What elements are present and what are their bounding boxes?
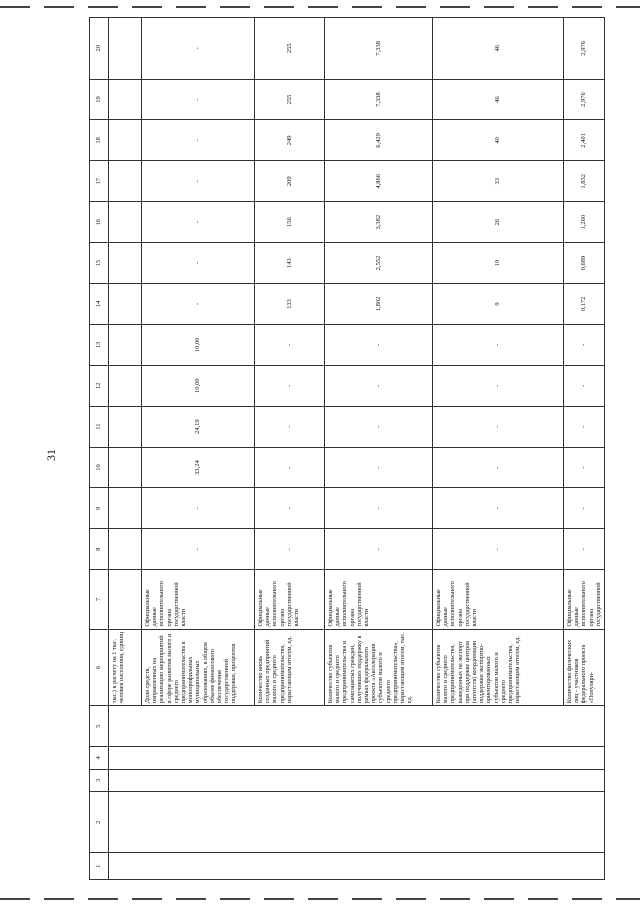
value-cell: - bbox=[564, 365, 605, 406]
value-cell: - bbox=[255, 529, 325, 570]
value-cell: - bbox=[325, 488, 433, 529]
col-header: 12 bbox=[90, 365, 109, 406]
data-source: Официальные данные исполнительного органа государственной власти bbox=[433, 570, 564, 629]
col-header: 11 bbox=[90, 406, 109, 447]
col-header: 2 bbox=[90, 792, 109, 853]
cell-empty bbox=[109, 406, 142, 447]
value-cell: 4,866 bbox=[325, 161, 433, 202]
value-cell: 156 bbox=[255, 202, 325, 243]
indicators-table bbox=[89, 17, 605, 880]
page-number: 31 bbox=[44, 449, 58, 461]
value-cell: 3,382 bbox=[325, 202, 433, 243]
col-header: 4 bbox=[90, 747, 109, 769]
continuation-row bbox=[109, 18, 142, 880]
value-cell: - bbox=[325, 447, 433, 488]
cell-empty bbox=[109, 161, 142, 202]
value-cell: - bbox=[433, 447, 564, 488]
value-cell: 9 bbox=[433, 284, 564, 325]
col-header: 17 bbox=[90, 161, 109, 202]
cell-empty bbox=[109, 529, 142, 570]
data-source: Официальные данные исполнительного органа государственной bbox=[564, 570, 605, 629]
value-cell: 26 bbox=[433, 202, 564, 243]
value-cell: 10,00 bbox=[142, 324, 255, 365]
col-header: 13 bbox=[90, 324, 109, 365]
col-header: 5 bbox=[90, 706, 109, 747]
value-cell: - bbox=[325, 406, 433, 447]
value-cell: 209 bbox=[255, 161, 325, 202]
value-cell: - bbox=[142, 529, 255, 570]
col-header: 7 bbox=[90, 570, 109, 629]
value-cell: - bbox=[433, 406, 564, 447]
indicator-name: Количество субъектов малого и среднего предпринимательства и самозанятых граждан, получивших поддержку в рамках федерального проекта «Акселерация субъектов малого и среднего предпринимательства», нарастающим итогом, тыс. ед. bbox=[325, 629, 433, 706]
scan-edge-top bbox=[0, 6, 640, 8]
value-cell: - bbox=[255, 447, 325, 488]
value-cell: 46 bbox=[433, 79, 564, 120]
col-header: 18 bbox=[90, 120, 109, 161]
value-cell: - bbox=[433, 365, 564, 406]
cell-empty bbox=[109, 792, 605, 853]
value-cell: - bbox=[255, 406, 325, 447]
cell-empty bbox=[109, 120, 142, 161]
value-cell: 249 bbox=[255, 120, 325, 161]
cell-empty bbox=[109, 284, 142, 325]
value-cell: 2,401 bbox=[564, 120, 605, 161]
indicator-name: Количество вновь созданных предприятий малого и среднего предпринимательства, нарастающим итогом, ед. bbox=[255, 629, 325, 706]
value-cell: 255 bbox=[255, 18, 325, 80]
col-header: 19 bbox=[90, 79, 109, 120]
value-cell: 7,338 bbox=[325, 18, 433, 80]
value-cell: - bbox=[325, 365, 433, 406]
cell-empty bbox=[109, 447, 142, 488]
column-number-row bbox=[90, 18, 109, 880]
cell-empty bbox=[109, 706, 605, 747]
cell-empty bbox=[109, 18, 142, 80]
cell-empty bbox=[109, 365, 142, 406]
value-cell: - bbox=[433, 324, 564, 365]
value-cell: - bbox=[255, 324, 325, 365]
col-header: 3 bbox=[90, 769, 109, 791]
scan-edge-bottom bbox=[0, 898, 640, 900]
value-cell: - bbox=[433, 488, 564, 529]
value-cell: - bbox=[142, 18, 255, 80]
value-cell: 46 bbox=[433, 18, 564, 80]
col-header: 15 bbox=[90, 243, 109, 284]
value-cell: - bbox=[433, 529, 564, 570]
value-cell: - bbox=[142, 284, 255, 325]
value-cell: - bbox=[142, 202, 255, 243]
value-cell: 255 bbox=[255, 79, 325, 120]
value-cell: 19 bbox=[433, 243, 564, 284]
value-cell: 1,802 bbox=[325, 284, 433, 325]
value-cell: - bbox=[564, 406, 605, 447]
value-cell: 133 bbox=[255, 284, 325, 325]
cell-empty bbox=[109, 853, 605, 880]
value-cell: - bbox=[325, 529, 433, 570]
value-cell: - bbox=[564, 529, 605, 570]
cell-empty bbox=[109, 324, 142, 365]
value-cell: 2,976 bbox=[564, 18, 605, 80]
data-source: Официальные данные исполнительного органа государственной власти bbox=[142, 570, 255, 629]
col-header: 6 bbox=[90, 629, 109, 706]
value-cell: - bbox=[564, 488, 605, 529]
value-cell: 33,24 bbox=[142, 447, 255, 488]
value-cell: - bbox=[142, 120, 255, 161]
cell-empty bbox=[109, 243, 142, 284]
value-cell: 0,172 bbox=[564, 284, 605, 325]
value-cell: 143 bbox=[255, 243, 325, 284]
value-cell: - bbox=[142, 161, 255, 202]
data-source: Официальные данные исполнительного органа государственной власти bbox=[325, 570, 433, 629]
cell-empty bbox=[109, 202, 142, 243]
value-cell: - bbox=[142, 79, 255, 120]
col-header: 10 bbox=[90, 447, 109, 488]
value-cell: - bbox=[142, 243, 255, 284]
value-cell: - bbox=[325, 324, 433, 365]
value-cell: - bbox=[564, 447, 605, 488]
data-source: Официальные данные исполнительного органа государственной власти bbox=[255, 570, 325, 629]
value-cell: 2,976 bbox=[564, 79, 605, 120]
value-cell: 6,429 bbox=[325, 120, 433, 161]
value-cell: 10,00 bbox=[142, 365, 255, 406]
value-cell: 24,19 bbox=[142, 406, 255, 447]
indicator-name: Количество физических лиц - участников федерального проекта «Популяри- bbox=[564, 629, 605, 706]
col-header: 8 bbox=[90, 529, 109, 570]
value-cell: 2,552 bbox=[325, 243, 433, 284]
col-header: 9 bbox=[90, 488, 109, 529]
value-cell: - bbox=[142, 488, 255, 529]
cell-empty bbox=[109, 79, 142, 120]
cell-empty bbox=[109, 769, 605, 791]
col-header: 14 bbox=[90, 284, 109, 325]
indicator-name: Доля средств, направленных на реализацию мероприятий в сфере развития малого и среднего предпринимательства в монопрофильных муниципальных образованиях, в общем объеме финансового обеспечения государственной поддержки, процентов bbox=[142, 629, 255, 706]
col-header: 20 bbox=[90, 18, 109, 80]
value-cell: 33 bbox=[433, 161, 564, 202]
cell-empty bbox=[109, 488, 142, 529]
col-header: 1 bbox=[90, 853, 109, 880]
cell-empty bbox=[109, 747, 605, 769]
value-cell: - bbox=[564, 324, 605, 365]
col-header: 16 bbox=[90, 202, 109, 243]
cell-empty bbox=[109, 570, 142, 629]
value-cell: 1,832 bbox=[564, 161, 605, 202]
value-cell: 40 bbox=[433, 120, 564, 161]
value-cell: 0,689 bbox=[564, 243, 605, 284]
value-cell: - bbox=[255, 365, 325, 406]
rotated-table-wrapper bbox=[89, 17, 614, 880]
indicator-name: тыс.) к расчету на 1 тыс. человек населения, единиц bbox=[109, 629, 142, 706]
value-cell: 7,338 bbox=[325, 79, 433, 120]
value-cell: 1,260 bbox=[564, 202, 605, 243]
indicator-name: Количество субъектов малого и среднего предпринимательства, выведенных на экспорт при поддержке центров (агентств) координации поддержки экспортно-ориентированных субъектов малого и среднего предпринимательства, нарастающим итогом, ед. bbox=[433, 629, 564, 706]
value-cell: - bbox=[255, 488, 325, 529]
